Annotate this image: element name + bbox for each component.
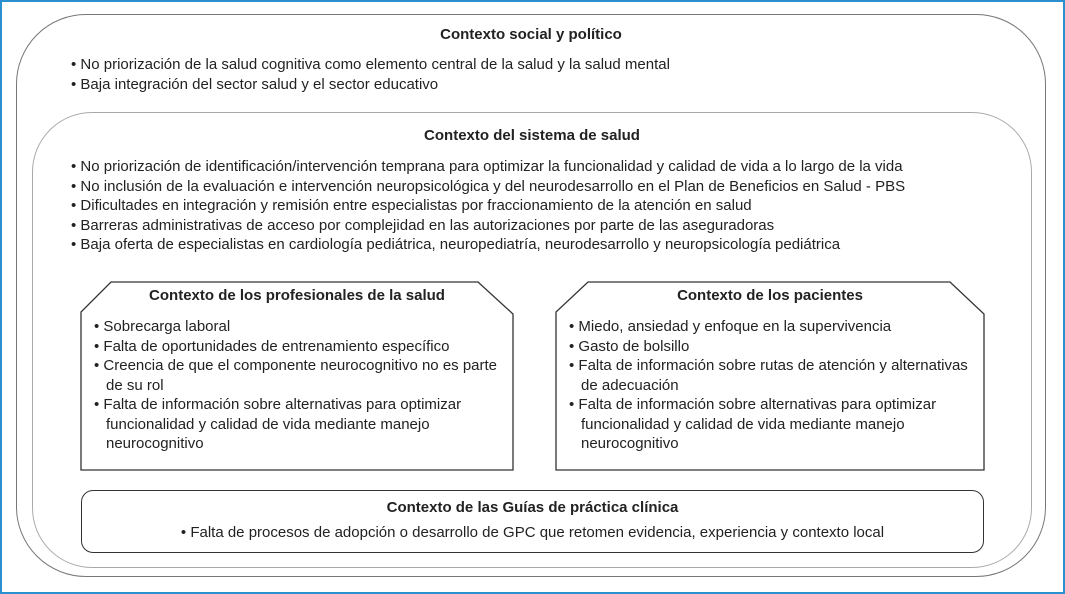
professionals-list <box>90 317 505 454</box>
list-item: • Barreras administrativas de acceso por complejidad en las autorizaciones por parte de las aseguradoras <box>71 216 905 236</box>
list-item: • Dificultades en integración y remisión entre especialistas por fraccionamiento de la atención en salud <box>71 196 905 216</box>
guidelines-title: Contexto de las Guías de práctica clínica <box>386 499 679 516</box>
health-system-list <box>71 157 905 255</box>
guidelines-list <box>81 523 984 543</box>
list-item: • Baja oferta de especialistas en cardiología pediátrica, neuropediatría, neurodesarrollo y neuropsicología pediátrica <box>71 235 905 255</box>
list-item: • Sobrecarga laboral <box>90 317 505 337</box>
social-context-list <box>71 55 670 94</box>
list-item: • Falta de oportunidades de entrenamiento específico <box>90 337 505 357</box>
list-item: • Creencia de que el componente neurocognitivo no es parte de su rol <box>90 356 505 395</box>
list-item: • Falta de procesos de adopción o desarrollo de GPC que retomen evidencia, experiencia y contexto local <box>81 523 984 543</box>
list-item: • Miedo, ansiedad y enfoque en la supervivencia <box>565 317 977 337</box>
list-item: • Falta de información sobre rutas de atención y alternativas de adecuación <box>565 356 977 395</box>
list-item: • No inclusión de la evaluación e intervención neuropsicológica y del neurodesarrollo en el Plan de Beneficios en Salud - PBS <box>71 177 905 197</box>
list-item: • Gasto de bolsillo <box>565 337 977 357</box>
patients-title: Contexto de los pacientes <box>677 287 863 304</box>
professionals-title: Contexto de los profesionales de la salud <box>149 287 445 304</box>
list-item: • No priorización de la salud cognitiva como elemento central de la salud y la salud mental <box>71 55 670 75</box>
list-item: • Baja integración del sector salud y el sector educativo <box>71 75 670 95</box>
list-item: • Falta de información sobre alternativas para optimizar funcionalidad y calidad de vida mediante manejo neurocognitivo <box>90 395 505 454</box>
list-item: • Falta de información sobre alternativas para optimizar funcionalidad y calidad de vida mediante manejo neurocognitivo <box>565 395 977 454</box>
health-system-title: Contexto del sistema de salud <box>424 127 640 144</box>
social-context-title: Contexto social y político <box>440 26 622 43</box>
patients-list <box>565 317 977 454</box>
list-item: • No priorización de identificación/intervención temprana para optimizar la funcionalidad y calidad de vida a lo largo de la vida <box>71 157 905 177</box>
